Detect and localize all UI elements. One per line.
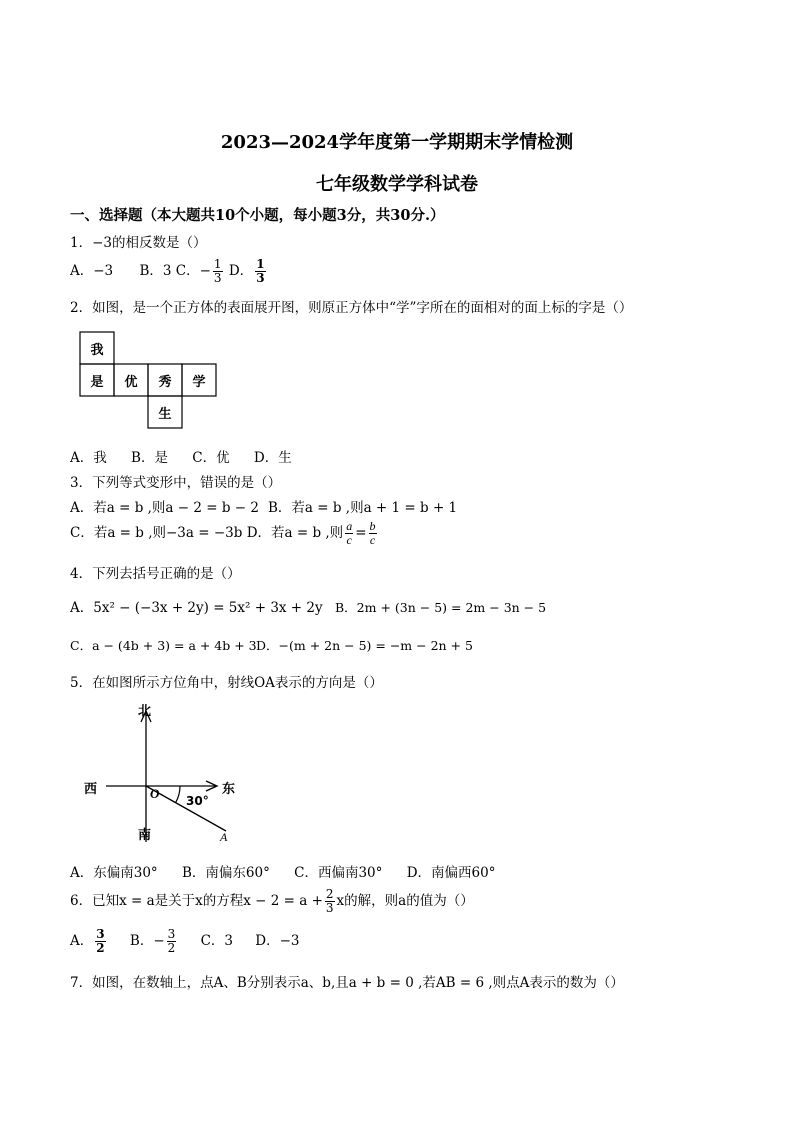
q2-stem: 2．如图，是一个正方体的表面展开图，则原正方体中“学”字所在的面相对的面上标的字是（） — [70, 300, 633, 316]
compass-figure — [80, 700, 250, 850]
q3-stem: 3．下列等式变形中，错误的是（） — [70, 475, 282, 491]
net-cell-sheng: 生 — [158, 407, 172, 422]
q6-option-b: B．− $\frac{3}{2}$ — [129, 927, 176, 955]
q5-option-a: A．东偏南30° — [70, 865, 158, 881]
q1-options — [70, 258, 268, 285]
q7-stem: 7．如图，在数轴上，点A、B分别表示a、b,且a + b = 0 ,若AB = 6 ,则点A表示的数为（） — [70, 975, 624, 991]
q3-option-cd — [70, 520, 379, 547]
q2-option-c: C．优 — [192, 450, 230, 466]
ray-end-label: A — [220, 830, 228, 844]
q3-option-c: C．若a = b ,则−3a = −3b — [70, 525, 243, 541]
q2-option-a: A．我 — [70, 450, 107, 466]
q4-option-b: B．2m + (3n − 5) = 2m − 3n − 5 — [335, 600, 547, 615]
q6-option-d: D．−3 — [255, 933, 300, 949]
q6-option-c: C．3 — [200, 933, 233, 949]
q2-options — [70, 446, 292, 466]
west-label: 西 — [84, 782, 98, 797]
compass-svg — [80, 700, 250, 850]
south-label: 南 — [138, 828, 152, 843]
q4-stem: 4．下列去括号正确的是（） — [70, 566, 241, 582]
q1-option-c: C．− $\frac{1}{3}$ — [175, 257, 222, 285]
net-cell-shi: 是 — [90, 375, 104, 390]
net-cell-xiu: 秀 — [158, 375, 172, 390]
q4-option-c: C．a − (4b + 3) = a + 4b + 3 — [70, 638, 257, 653]
q3-option-d: D．若a = b ,则 $\frac{a}{c}$ = $\frac{b}{c}$ — [246, 519, 376, 547]
angle-label: 30° — [186, 794, 209, 808]
q4-option-a: A．5x² − (−3x + 2y) = 5x² + 3x + 2y — [70, 600, 323, 616]
q4-option-d: D．−(m + 2n − 5) = −m − 2n + 5 — [256, 638, 473, 653]
q5-option-d: D．南偏西60° — [406, 865, 496, 881]
q5-stem: 5．在如图所示方位角中，射线OA表示的方向是（） — [70, 675, 383, 691]
q2-option-b: B．是 — [131, 450, 168, 466]
q6-option-a: A． $\frac{3}{2}$ — [70, 927, 105, 955]
q1-stem: 1．−3的相反数是（） — [70, 235, 207, 251]
q6-stem-prefix: 6．已知x = a是关于x的方程x − 2 = a + — [70, 893, 323, 909]
q2-option-d: D．生 — [253, 450, 292, 466]
q1-option-a: A．−3 — [70, 263, 114, 279]
cube-net-figure — [78, 330, 218, 430]
net-cell-xue: 学 — [192, 375, 206, 390]
exam-title: 2023—2024学年度第一学期期末学情检测 — [220, 132, 574, 153]
q3-option-a: A．若a = b ,则a − 2 = b − 2 — [70, 500, 259, 516]
exam-subtitle: 七年级数学学科试卷 — [316, 174, 478, 195]
q6-stem-suffix: x的解，则a的值为（） — [336, 893, 474, 909]
q6-stem: 6．已知x = a是关于x的方程x − 2 = a + $\frac{2}{3}$ x的解，则a的值为（） — [70, 887, 474, 915]
section-heading: 一、选择题（本大题共10个小题，每小题3分，共30分.） — [70, 207, 445, 224]
net-cell-wo: 我 — [90, 343, 104, 358]
q1-option-d: D． $\frac{1}{3}$ — [228, 257, 265, 285]
q5-option-b: B．南偏东60° — [181, 865, 270, 881]
q1-option-b: B．3 — [139, 263, 172, 279]
q6-options — [70, 928, 300, 955]
origin-label: O — [150, 786, 160, 801]
north-label: 北 — [138, 704, 152, 719]
angle-arc — [176, 786, 180, 803]
q5-options — [70, 861, 495, 881]
east-label: 东 — [222, 782, 236, 797]
net-cell-you: 优 — [124, 375, 138, 390]
q5-option-c: C．西偏南30° — [294, 865, 383, 881]
q3-option-b: B．若a = b ,则a + 1 = b + 1 — [268, 500, 458, 516]
